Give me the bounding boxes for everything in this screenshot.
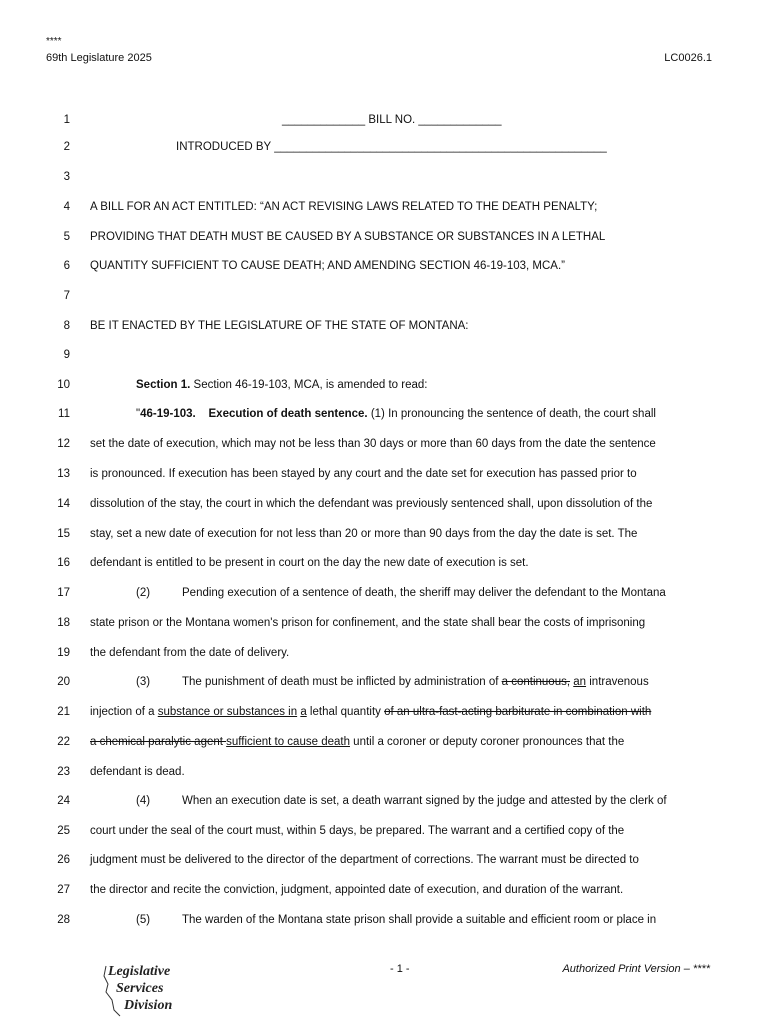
line-number: 13 <box>57 468 70 480</box>
body-line: the director and recite the conviction, judgment, appointed date of execution, and duration of the warrant. <box>90 884 624 896</box>
line-number: 23 <box>57 766 70 778</box>
page-number: - 1 - <box>390 963 410 975</box>
line-number: 17 <box>57 587 70 599</box>
body-line: state prison or the Montana women's prison for confinement, and the state shall bear the costs of imprisoning <box>90 617 646 629</box>
line-number: 28 <box>57 914 70 926</box>
line-number: 10 <box>57 379 70 391</box>
amended-line <box>90 706 651 718</box>
line-number: 25 <box>57 825 70 837</box>
line-number: 26 <box>57 854 70 866</box>
bill-number-line: _____________ BILL NO. _____________ <box>282 114 502 126</box>
line-number: 4 <box>63 201 70 213</box>
body-line: defendant is entitled to be present in court on the day the new date of execution is set. <box>90 557 529 569</box>
body-text: The punishment of death must be inflicted by administration of <box>182 676 502 688</box>
line-number: 9 <box>63 349 70 361</box>
bill-code: LC0026.1 <box>664 52 712 64</box>
inserted-text: substance or substances in <box>157 706 298 718</box>
line-number: 16 <box>57 557 70 569</box>
amended-line <box>182 676 649 688</box>
inserted-text: an <box>573 676 587 688</box>
body-line: The warden of the Montana state prison shall provide a suitable and efficient room or place in <box>182 914 657 926</box>
deleted-text: a continuous, <box>501 676 571 688</box>
deleted-text: of an ultra-fast-acting barbiturate in combination with <box>384 706 652 718</box>
body-line: defendant is dead. <box>90 766 185 778</box>
line-number: 1 <box>63 114 70 126</box>
header-stars: **** <box>46 36 62 47</box>
line-number: 15 <box>57 528 70 540</box>
open-quote: " <box>136 408 141 420</box>
print-version: Authorized Print Version – **** <box>562 963 710 975</box>
enacting-clause: BE IT ENACTED BY THE LEGISLATURE OF THE STATE OF MONTANA: <box>90 320 469 332</box>
legislative-services-division-logo <box>100 962 210 1018</box>
logo-text: Division <box>124 998 173 1013</box>
body-line: Pending execution of a sentence of death, the sheriff may deliver the defendant to the Montana <box>182 587 666 599</box>
subsection-number: (4) <box>136 795 151 807</box>
amended-line <box>90 736 624 748</box>
body-line: court under the seal of the court must, within 5 days, be prepared. The warrant and a certified copy of the <box>90 825 625 837</box>
body-text: intravenous <box>586 676 649 688</box>
section-heading <box>136 379 428 391</box>
body-line: judgment must be delivered to the director of the department of corrections. The warrant must be directed to <box>90 854 639 866</box>
statute-heading <box>136 408 656 420</box>
body-line: set the date of execution, which may not be less than 30 days or more than 60 days from the date the sentence <box>90 438 656 450</box>
body-line: is pronounced. If execution has been stayed by any court and the date set for execution has passed prior to <box>90 468 637 480</box>
introduced-by-line: INTRODUCED BY ____________________________________________________ <box>176 141 607 153</box>
line-number: 6 <box>63 260 70 272</box>
subsection-number: (2) <box>136 587 151 599</box>
line-number: 27 <box>57 884 70 896</box>
line-number: 7 <box>63 290 70 302</box>
subsection-number: (5) <box>136 914 151 926</box>
inserted-text: a <box>300 706 307 718</box>
body-text: lethal quantity <box>306 706 385 718</box>
line-number: 12 <box>57 438 70 450</box>
line-number: 22 <box>57 736 70 748</box>
body-line: stay, set a new date of execution for not less than 20 or more than 90 days from the day the date is set. The <box>90 528 638 540</box>
line-number: 14 <box>57 498 70 510</box>
line-number: 3 <box>63 171 70 183</box>
body-text: until a coroner or deputy coroner pronounces that the <box>349 736 625 748</box>
line-number: 11 <box>58 408 70 420</box>
statute-text: (1) In pronouncing the sentence of death, the court shall <box>367 408 656 420</box>
body-line: the defendant from the date of delivery. <box>90 647 290 659</box>
bill-title-line: QUANTITY SUFFICIENT TO CAUSE DEATH; AND AMENDING SECTION 46-19-103, MCA.” <box>90 260 565 272</box>
line-number: 24 <box>57 795 70 807</box>
section-number: Section 1. <box>136 379 191 391</box>
line-number: 8 <box>63 320 70 332</box>
bill-title-line: A BILL FOR AN ACT ENTITLED: “AN ACT REVISING LAWS RELATED TO THE DEATH PENALTY; <box>90 201 598 213</box>
body-line: dissolution of the stay, the court in which the defendant was previously sentenced shall, upon dissolution of the <box>90 498 653 510</box>
body-line: When an execution date is set, a death warrant signed by the judge and attested by the clerk of <box>182 795 667 807</box>
line-number: 2 <box>63 141 70 153</box>
line-number: 20 <box>57 676 70 688</box>
subsection-number: (3) <box>136 676 151 688</box>
body-text: injection of a <box>90 706 158 718</box>
deleted-text: a chemical paralytic agent <box>90 736 227 748</box>
line-number: 18 <box>57 617 70 629</box>
legislature-label: 69th Legislature 2025 <box>46 52 152 64</box>
line-number: 21 <box>57 706 70 718</box>
logo-text: Legislative <box>108 964 171 979</box>
statute-title: 46-19-103. Execution of death sentence. <box>140 408 368 420</box>
line-number: 19 <box>57 647 70 659</box>
section-text: Section 46-19-103, MCA, is amended to read: <box>190 379 428 391</box>
logo-text: Services <box>116 981 164 996</box>
line-number: 5 <box>63 231 70 243</box>
inserted-text: sufficient to cause death <box>226 736 350 748</box>
bill-title-line: PROVIDING THAT DEATH MUST BE CAUSED BY A SUBSTANCE OR SUBSTANCES IN A LETHAL <box>90 231 606 243</box>
